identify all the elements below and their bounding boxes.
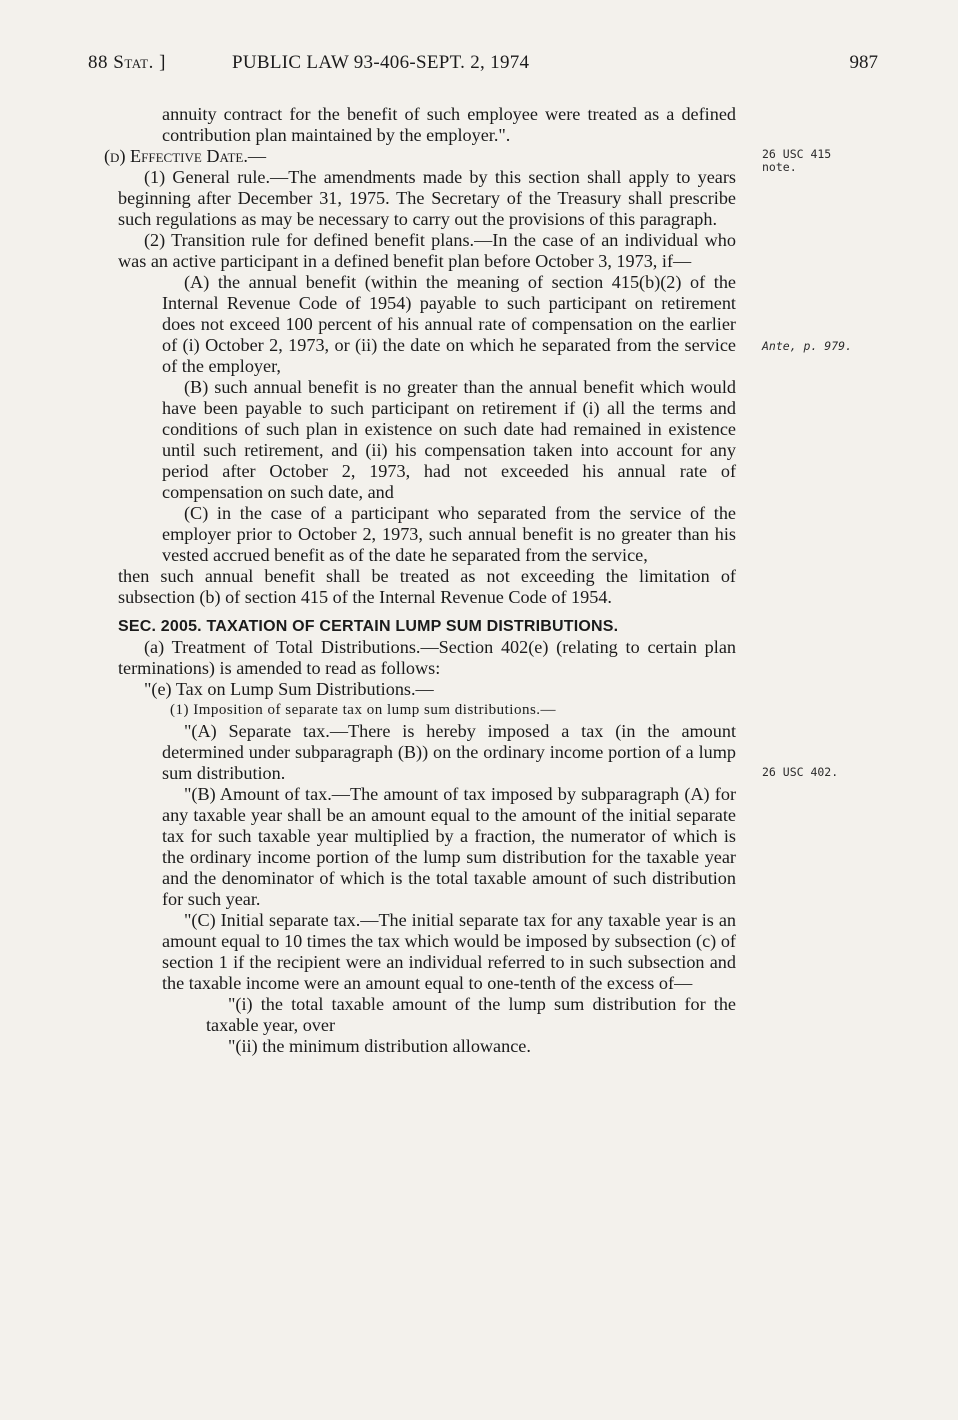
page-title: PUBLIC LAW 93-406-SEPT. 2, 1974 [232, 52, 530, 73]
page-header [88, 52, 878, 82]
clause-b: (B) such annual benefit is no greater than the annual benefit which would have been payable to such participant on retirement if (i) all the terms and conditions of such plan in existence on such date had remained in existence until such retirement, and (ii) his compensation taken into account for any period after October 2, 1973, had not exceeded his annual rate of compensation on such date, and [162, 377, 736, 502]
paragraph-continuation: annuity contract for the benefit of such employee were treated as a defined contribution plan maintained by the employer.". [162, 104, 736, 145]
clause-a: (A) the annual benefit (within the meaning of section 415(b)(2) of the Internal Revenue Code of 1954) payable to such participant on retirement does not exceed 100 percent of his annual rate of compensation on the earlier of (i) October 2, 1973, or (ii) the date on which he separated from the service of the employer, [162, 272, 736, 376]
margin-note-26-usc-402: 26 USC 402. [762, 765, 839, 779]
subparagraph-c: "(C) Initial separate tax.—The initial separate tax for any taxable year is an amount equal to 10 times the tax which would be imposed by subsection (c) of section 1 if the recipient were an individual referred to in such subsection and the taxable income were an amount equal to one-tenth of the excess of— [162, 910, 736, 993]
subparagraph-b: "(B) Amount of tax.—The amount of tax imposed by subparagraph (A) for any taxable year shall be an amount equal to the amount of the initial separate tax for such taxable year multiplied by a fraction, the numerator of which is the ordinary income portion of the lump sum distribution for the taxable year and the denominator of which is the total taxable amount of such distribution for such year. [162, 784, 736, 909]
document-body [104, 104, 736, 1057]
subparagraph-a: "(A) Separate tax.—There is hereby imposed a tax (in the amount determined under subparagraph (B)) on the ordinary income portion of a lump sum distribution. [162, 721, 736, 783]
clause-c: (C) in the case of a participant who separated from the service of the employer prior to October 2, 1973, such annual benefit is no greater than his vested accrued benefit as of the date he separated from the service, [162, 503, 736, 565]
subsection-e-heading: "(e) Tax on Lump Sum Distributions.— [144, 679, 434, 699]
margin-note-ante: Ante, p. 979. [762, 339, 853, 353]
paragraph-imposition-heading: (1) Imposition of separate tax on lump sum distributions.— [170, 702, 557, 718]
paragraph-general-rule: (1) General rule.—The amendments made by this section shall apply to years beginning after December 31, 1975. The Secretary of the Treasury shall prescribe such regulations as may be necessary to carry out the provisions of this paragraph. [118, 167, 736, 229]
paragraph-treatment: (a) Treatment of Total Distributions.—Section 402(e) (relating to certain plan terminations) is amended to read as follows: [118, 637, 736, 678]
margin-note-26-usc-415: 26 USC 415 note. [762, 147, 832, 174]
clause-i: "(i) the total taxable amount of the lump sum distribution for the taxable year, over [206, 994, 736, 1035]
subsection-d-heading: (d) Effective Date.— [104, 146, 267, 166]
paragraph-transition-rule: (2) Transition rule for defined benefit plans.—In the case of an individual who was an active participant in a defined benefit plan before October 3, 1973, if— [118, 230, 736, 271]
statute-reference: 88 Stat. ] [88, 52, 166, 73]
paragraph-conclusion: then such annual benefit shall be treated as not exceeding the limitation of subsection (b) of section 415 of the Internal Revenue Code of 1954. [118, 566, 736, 607]
page-number: 987 [849, 52, 878, 73]
clause-ii: "(ii) the minimum distribution allowance. [228, 1036, 531, 1056]
section-heading: SEC. 2005. TAXATION OF CERTAIN LUMP SUM DISTRIBUTIONS. [118, 618, 619, 635]
